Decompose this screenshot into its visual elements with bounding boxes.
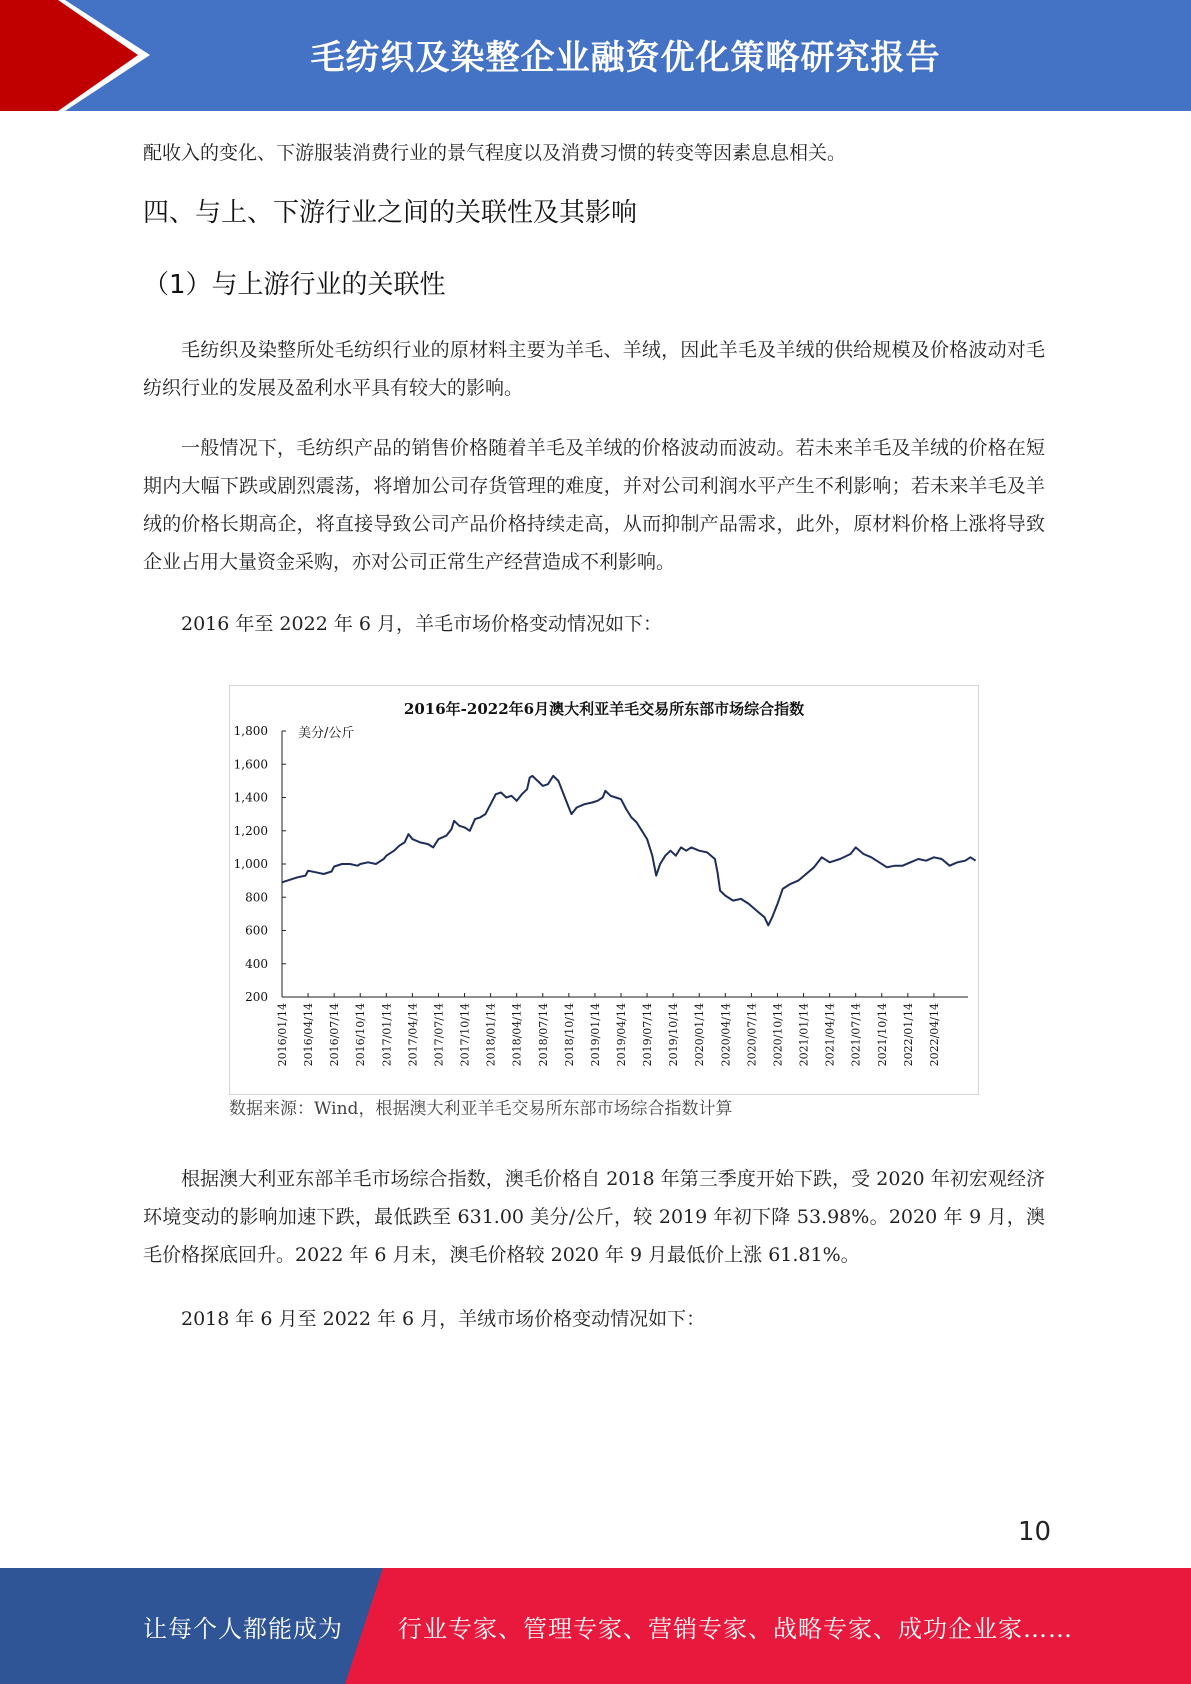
- y-tick-label: 1,400: [233, 790, 268, 805]
- paragraph-continuation: 配收入的变化、下游服装消费行业的景气程度以及消费习惯的转变等因素息息相关。: [143, 142, 847, 164]
- x-tick-label: 2021/01/14: [797, 1003, 811, 1067]
- x-tick-label: 2019/01/14: [588, 1003, 602, 1067]
- report-title: 毛纺织及染整企业融资优化策略研究报告: [310, 37, 941, 78]
- x-tick-label: 2016/01/14: [276, 1003, 289, 1067]
- sub-heading: （1）与上游行业的关联性: [143, 270, 446, 300]
- paragraph-wool-analysis: 根据澳大利亚东部羊毛市场综合指数，澳毛价格自 2018 年第三季度开始下跌，受 2020 年初宏观经济环境变动的影响加速下跌，最低跌至 631.00 美分/公斤，较 2019 年初下降 53.98%。2020 年 9 月，澳毛价格探底回升。2022 年 6 月末，澳毛价格较 2020 年 9 月最低价上涨 61.81%。: [143, 1168, 1045, 1266]
- chart-canvas: [230, 686, 978, 1094]
- page-footer: [0, 1568, 1191, 1684]
- paragraph-wool-intro: 2016 年至 2022 年 6 月，羊毛市场价格变动情况如下：: [181, 613, 662, 635]
- y-tick-label: 600: [245, 923, 268, 938]
- wool-price-chart: [229, 685, 979, 1095]
- x-tick-label: 2018/01/14: [484, 1003, 498, 1067]
- x-tick-label: 2021/04/14: [823, 1003, 837, 1067]
- x-tick-label: 2017/07/14: [432, 1003, 446, 1067]
- footer-slogan-right: 行业专家、管理专家、营销专家、战略专家、成功企业家……: [398, 1614, 1073, 1643]
- chart-ylabel: 美分/公斤: [298, 726, 355, 741]
- chart-source-note: 数据来源：Wind，根据澳大利亚羊毛交易所东部市场综合指数计算: [229, 1099, 733, 1119]
- x-tick-label: 2020/04/14: [719, 1003, 733, 1067]
- x-tick-label: 2020/07/14: [745, 1003, 759, 1067]
- x-tick-label: 2018/04/14: [510, 1003, 524, 1067]
- y-tick-label: 800: [245, 890, 268, 905]
- footer-slogan-left: 让每个人都能成为: [143, 1614, 343, 1643]
- x-tick-label: 2019/07/14: [641, 1003, 655, 1067]
- chart-title: 2016年-2022年6月澳大利亚羊毛交易所东部市场综合指数: [403, 700, 805, 718]
- y-tick-label: 1,200: [233, 823, 268, 838]
- x-tick-label: 2018/07/14: [536, 1003, 550, 1067]
- x-tick-label: 2016/10/14: [354, 1003, 368, 1067]
- x-tick-label: 2017/01/14: [380, 1003, 394, 1067]
- paragraph-price-impact: 一般情况下，毛纺织产品的销售价格随着羊毛及羊绒的价格波动而波动。若未来羊毛及羊绒的价格在短期内大幅下跌或剧烈震荡，将增加公司存货管理的难度，并对公司利润水平产生不利影响；若未来羊毛及羊绒的价格长期高企，将直接导致公司产品价格持续走高，从而抑制产品需求，此外，原材料价格上涨将导致企业占用大量资金采购，亦对公司正常生产经营造成不利影响。: [143, 437, 1045, 573]
- y-tick-label: 400: [245, 956, 268, 971]
- page-number: 10: [1018, 1517, 1052, 1547]
- series-line-wool-index: [282, 776, 976, 925]
- x-tick-label: 2022/04/14: [927, 1003, 941, 1067]
- x-tick-label: 2020/01/14: [693, 1003, 707, 1067]
- paragraph-raw-materials: 毛纺织及染整所处毛纺织行业的原材料主要为羊毛、羊绒，因此羊毛及羊绒的供给规模及价格波动对毛纺织行业的发展及盈利水平具有较大的影响。: [143, 339, 1045, 399]
- x-tick-label: 2019/10/14: [667, 1003, 681, 1067]
- paragraph-cashmere-intro: 2018 年 6 月至 2022 年 6 月，羊绒市场价格变动情况如下：: [181, 1308, 706, 1330]
- x-tick-label: 2017/04/14: [406, 1003, 420, 1067]
- section-heading: 四、与上、下游行业之间的关联性及其影响: [143, 198, 638, 228]
- page-header: [0, 0, 1191, 111]
- x-tick-label: 2017/10/14: [458, 1003, 472, 1067]
- x-tick-label: 2016/07/14: [328, 1003, 342, 1067]
- x-tick-label: 2018/10/14: [562, 1003, 576, 1067]
- x-tick-label: 2019/04/14: [615, 1003, 628, 1067]
- y-tick-label: 200: [245, 990, 268, 1004]
- y-tick-label: 1,000: [233, 857, 268, 871]
- y-tick-label: 1,600: [233, 757, 268, 772]
- x-tick-label: 2021/10/14: [875, 1003, 889, 1067]
- x-tick-label: 2016/04/14: [302, 1003, 316, 1067]
- header-arrow-icon: [0, 0, 160, 111]
- y-tick-label: 1,800: [233, 724, 268, 738]
- x-tick-label: 2020/10/14: [771, 1003, 785, 1067]
- x-tick-label: 2021/07/14: [849, 1003, 863, 1067]
- x-tick-label: 2022/01/14: [901, 1003, 915, 1067]
